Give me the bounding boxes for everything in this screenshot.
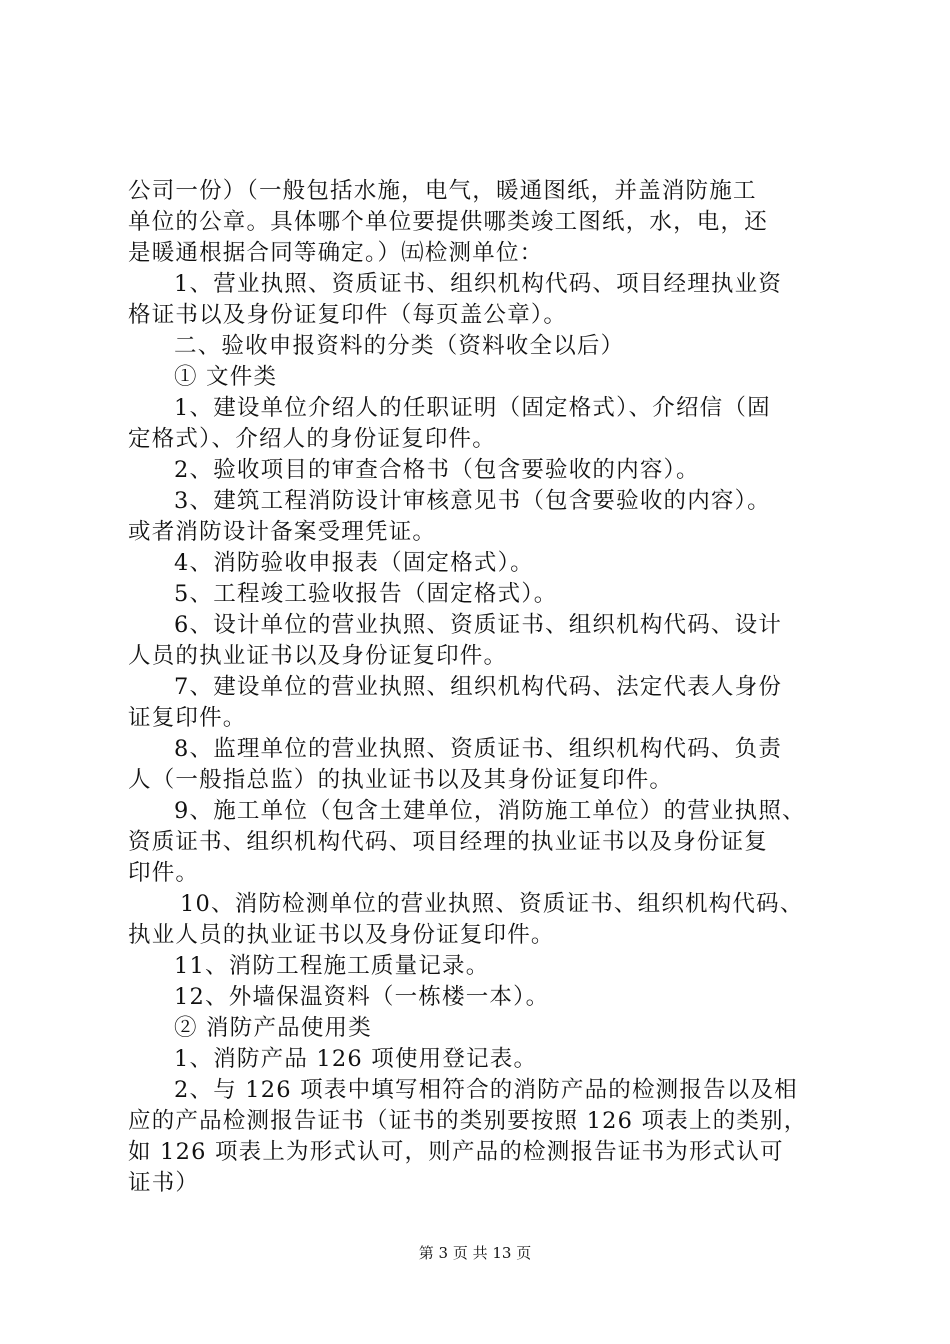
paragraph-line: 9、施工单位（包含土建单位，消防施工单位）的营业执照、 (174, 798, 806, 824)
page-footer: 第 3 页 共 13 页 (418, 1244, 532, 1262)
paragraph-line: 人员的执业证书以及身份证复印件。 (128, 643, 508, 669)
paragraph-line: 证复印件。 (128, 705, 247, 731)
paragraph-line: 3、建筑工程消防设计审核意见书（包含要验收的内容）。 (174, 488, 771, 514)
paragraph-line: 1、建设单位介绍人的任职证明（固定格式）、介绍信（固 (174, 395, 771, 421)
paragraph-line: 证书） (128, 1170, 200, 1196)
paragraph-line: 2、验收项目的审查合格书（包含要验收的内容）。 (174, 457, 700, 483)
paragraph-line: 单位的公章。具体哪个单位要提供哪类竣工图纸，水，电，还 (128, 209, 768, 235)
paragraph-line: 格证书以及身份证复印件（每页盖公章）。 (128, 302, 568, 328)
paragraph-line: 7、建设单位的营业执照、组织机构代码、法定代表人身份 (174, 674, 783, 700)
paragraph-line: 10、消防检测单位的营业执照、资质证书、组织机构代码、 (180, 891, 804, 917)
paragraph-line: 定格式）、介绍人的身份证复印件。 (128, 426, 496, 452)
paragraph-line: 4、消防验收申报表（固定格式）。 (174, 550, 534, 576)
paragraph-line: 人（一般指总监）的执业证书以及其身份证复印件。 (128, 767, 674, 793)
paragraph-line: 1、消防产品 126 项使用登记表。 (174, 1046, 538, 1072)
paragraph-line: 6、设计单位的营业执照、资质证书、组织机构代码、设计 (174, 612, 783, 638)
paragraph-line: 如 126 项表上为形式认可，则产品的检测报告证书为形式认可 (128, 1139, 784, 1165)
paragraph-line: 执业人员的执业证书以及身份证复印件。 (128, 922, 555, 948)
paragraph-line: 公司一份）（一般包括水施，电气，暖通图纸，并盖消防施工 (128, 178, 757, 204)
paragraph-line: 11、消防工程施工质量记录。 (174, 953, 490, 979)
paragraph-line: 二、验收申报资料的分类（资料收全以后） (174, 333, 625, 359)
paragraph-line: 2、与 126 项表中填写相符合的消防产品的检测报告以及相 (174, 1077, 798, 1103)
paragraph-line: 1、营业执照、资质证书、组织机构代码、项目经理执业资 (174, 271, 783, 297)
paragraph-line: 印件。 (128, 860, 200, 886)
paragraph-line: 或者消防设计备案受理凭证。 (128, 519, 437, 545)
paragraph-line: 12、外墙保温资料（一栋楼一本）。 (174, 984, 550, 1010)
document-body (128, 176, 838, 1199)
paragraph-line: 资质证书、组织机构代码、项目经理的执业证书以及身份证复 (128, 829, 768, 855)
paragraph-line: 是暖通根据合同等确定。）㈤检测单位： (128, 240, 544, 266)
paragraph-line: 8、监理单位的营业执照、资质证书、组织机构代码、负责 (174, 736, 783, 762)
paragraph-line: 5、工程竣工验收报告（固定格式）。 (174, 581, 558, 607)
paragraph-line: 应的产品检测报告证书（证书的类别要按照 126 项表上的类别， (128, 1108, 808, 1134)
paragraph-line: ② 消防产品使用类 (174, 1015, 372, 1041)
paragraph-line: ① 文件类 (174, 364, 278, 390)
